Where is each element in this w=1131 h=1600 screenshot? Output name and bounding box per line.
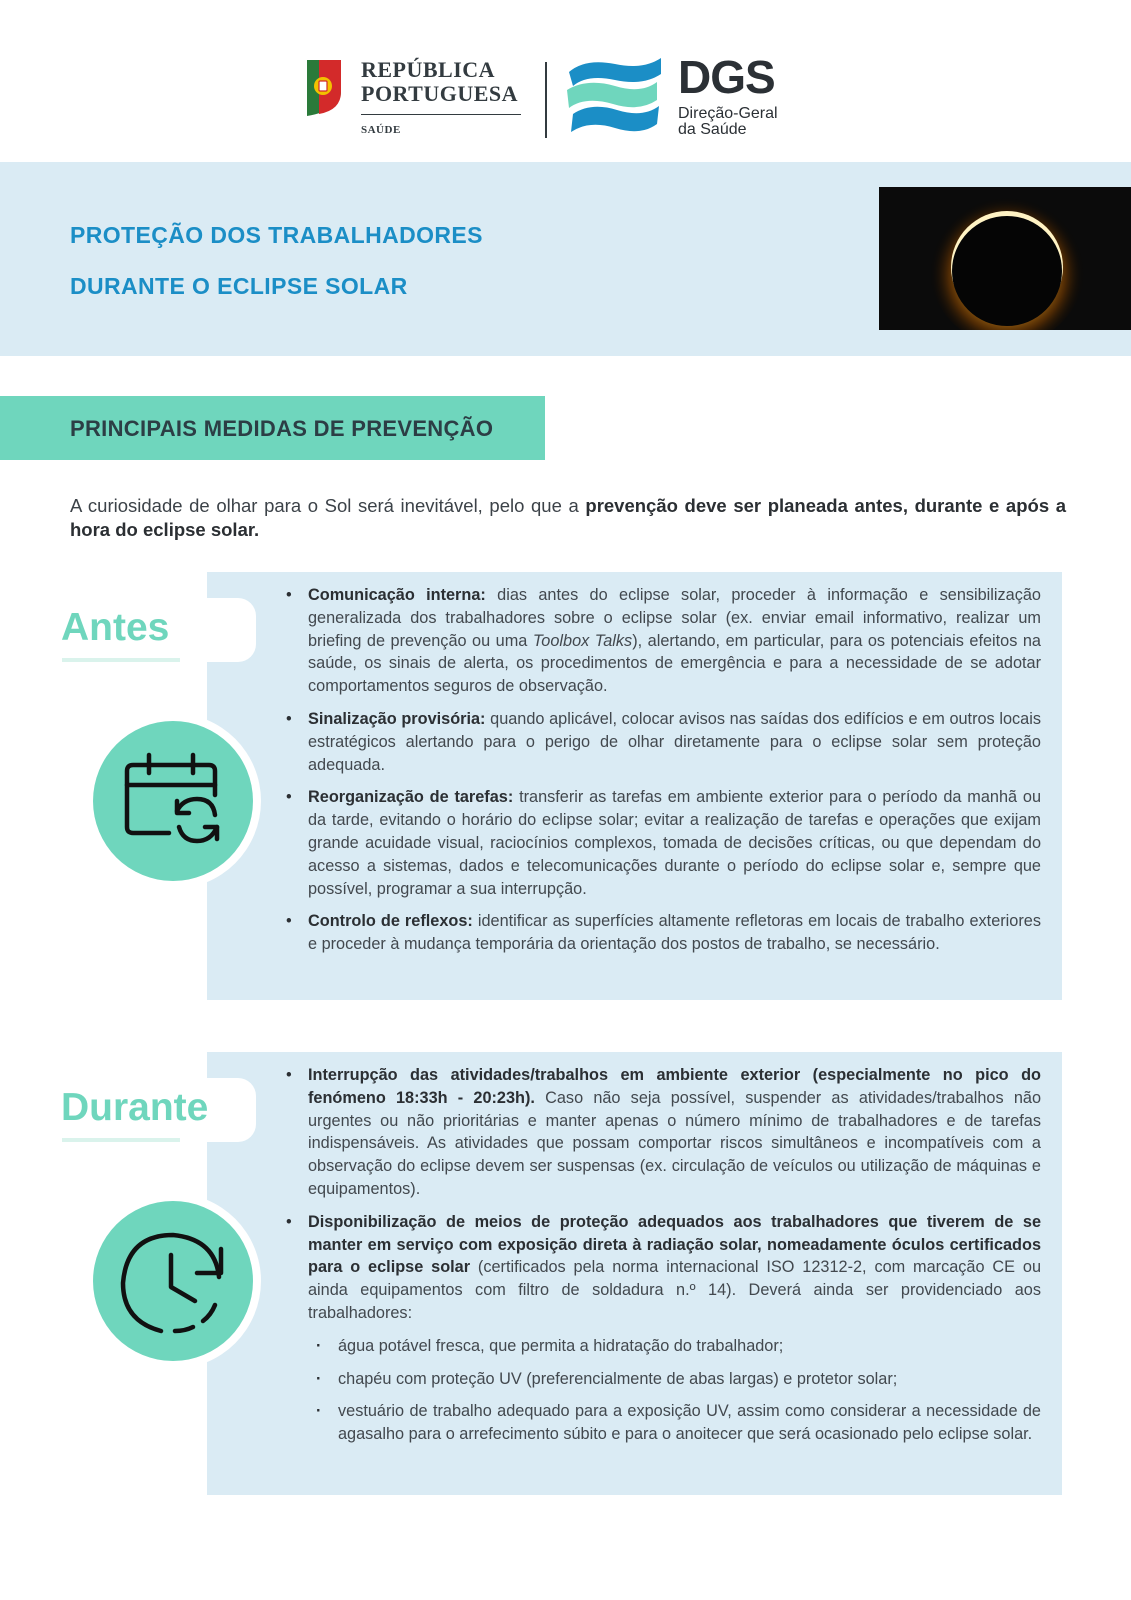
item-heading: Interrupção das atividades/trabalhos em ambiente exterior (especialmente no pico do fenómeno 18:33h - 20:23h). xyxy=(308,1066,1041,1107)
item-text: dias antes do eclipse solar, proceder à informação e sensibilização generalizada dos trabalhadores sobre o eclipse solar (ex. enviar email informativo, realizar um briefing de prevenção ou uma xyxy=(308,586,1041,650)
antes-icon-circle xyxy=(93,721,253,881)
item-text: transferir as tarefas em ambiente exterior para o período da manhã ou da tarde, evitando o horário do eclipse solar; evitar a realização de tarefas e operações que exijam grande acuidade visual, raciocínios complexos, tomada de decisões críticas, ou que dependam do acesso a sistemas, dados e telecomunicações durante o período do eclipse solar e, sempre que possível, programar a sua interrupção. xyxy=(308,788,1041,898)
item-heading: Controlo de reflexos: xyxy=(308,912,473,931)
item-text: quando aplicável, colocar avisos nas saídas dos edifícios e em outros locais estratégicos alertando para o perigo de olhar diretamente para o eclipse solar sem proteção adequada. xyxy=(308,709,1041,774)
item-text: ), alertando, em particular, para os potenciais efeitos na saúde, os sinais de alerta, os procedimentos de emergência e para a necessidade de se adotar comportamentos seguros de observação. xyxy=(308,631,1041,696)
dgs-logo-icon xyxy=(565,54,665,144)
republica-subtitle: SAÚDE xyxy=(361,124,401,136)
item-heading: Reorganização de tarefas: xyxy=(308,788,514,807)
republica-line2: PORTUGUESA xyxy=(361,81,519,106)
durante-tab xyxy=(58,1078,256,1142)
page-title-line1: PROTEÇÃO DOS TRABALHADORES xyxy=(70,222,483,248)
antes-tab xyxy=(58,598,256,662)
item-heading: Sinalização provisória: xyxy=(308,709,486,728)
list-item xyxy=(308,1064,1041,1201)
item-heading: Disponibilização de meios de proteção adequados aos trabalhadores que tiverem de se manter em serviço com exposição direta à radiação solar, nomeadamente óculos certificados para o eclipse solar xyxy=(308,1212,1041,1277)
durante-label: Durante xyxy=(61,1086,209,1129)
dgs-sub-line2: da Saúde xyxy=(678,121,747,138)
page-title-line2: DURANTE O ECLIPSE SOLAR xyxy=(70,273,408,299)
dgs-subtitle xyxy=(678,106,778,138)
republica-portuguesa-title xyxy=(361,58,518,106)
header-divider xyxy=(545,62,547,138)
intro-text: A curiosidade de olhar para o Sol será inevitável, pelo que a xyxy=(70,495,586,516)
portugal-emblem-icon xyxy=(301,58,347,118)
calendar-refresh-icon xyxy=(121,749,225,853)
republica-rule xyxy=(361,114,521,115)
list-item xyxy=(308,584,1041,698)
durante-icon-circle xyxy=(93,1201,253,1361)
section-header xyxy=(0,396,545,460)
item-text: Caso não seja possível, suspender as atividades/trabalhos não urgentes ou não prioritárias e manter apenas o número mínimo de trabalhadores e de tarefas indispensáveis. As atividades que possam comportar riscos simultâneos e incompatíveis com a observação do eclipse devem ser suspensas (ex. circulação de veículos ou utilização de máquinas e equipamentos). xyxy=(308,1088,1041,1198)
sub-list-item: · chapéu com proteção UV (preferencialmente de abas largas) e protetor solar; xyxy=(338,1368,1041,1391)
durante-underline xyxy=(62,1138,180,1142)
item-italic: Toolbox Talks xyxy=(532,631,633,650)
antes-underline xyxy=(62,658,180,662)
section-heading: PRINCIPAIS MEDIDAS DE PREVENÇÃO xyxy=(70,416,494,441)
republica-line1: REPÚBLICA xyxy=(361,57,496,82)
list-item xyxy=(308,708,1041,776)
list-item xyxy=(308,910,1041,956)
sub-list-item: · água potável fresca, que permita a hidratação do trabalhador; xyxy=(338,1335,1041,1358)
item-text: (certificados pela norma internacional ISO 12312-2, com marcação CE ou ainda equipamentos com filtro de soldadura n.º 14). Deverá ainda ser providenciado aos trabalhadores: xyxy=(308,1258,1041,1322)
sub-list-item: · vestuário de trabalho adequado para a exposição UV, assim como considerar a necessidade de agasalho para o arrefecimento súbito e para o anoitecer que será ocasionado pelo eclipse solar. xyxy=(338,1400,1041,1446)
intro-paragraph xyxy=(70,494,1066,542)
list-item xyxy=(308,786,1041,900)
list-item xyxy=(308,1211,1041,1446)
dgs-title: DGS xyxy=(678,51,775,103)
dgs-sub-line1: Direção-Geral xyxy=(678,105,778,122)
antes-content xyxy=(308,584,1041,966)
eclipse-image xyxy=(879,187,1131,330)
antes-label: Antes xyxy=(61,606,170,649)
item-text: identificar as superfícies altamente refletoras em locais de trabalho exteriores e proceder à mudança temporária da orientação dos postos de trabalho, se necessário. xyxy=(308,912,1041,954)
durante-content xyxy=(308,1064,1041,1456)
intro-bold: prevenção deve ser planeada antes, durante e após a hora do eclipse solar. xyxy=(70,495,1067,540)
clock-refresh-icon xyxy=(115,1225,231,1341)
item-heading: Comunicação interna: xyxy=(308,586,486,604)
